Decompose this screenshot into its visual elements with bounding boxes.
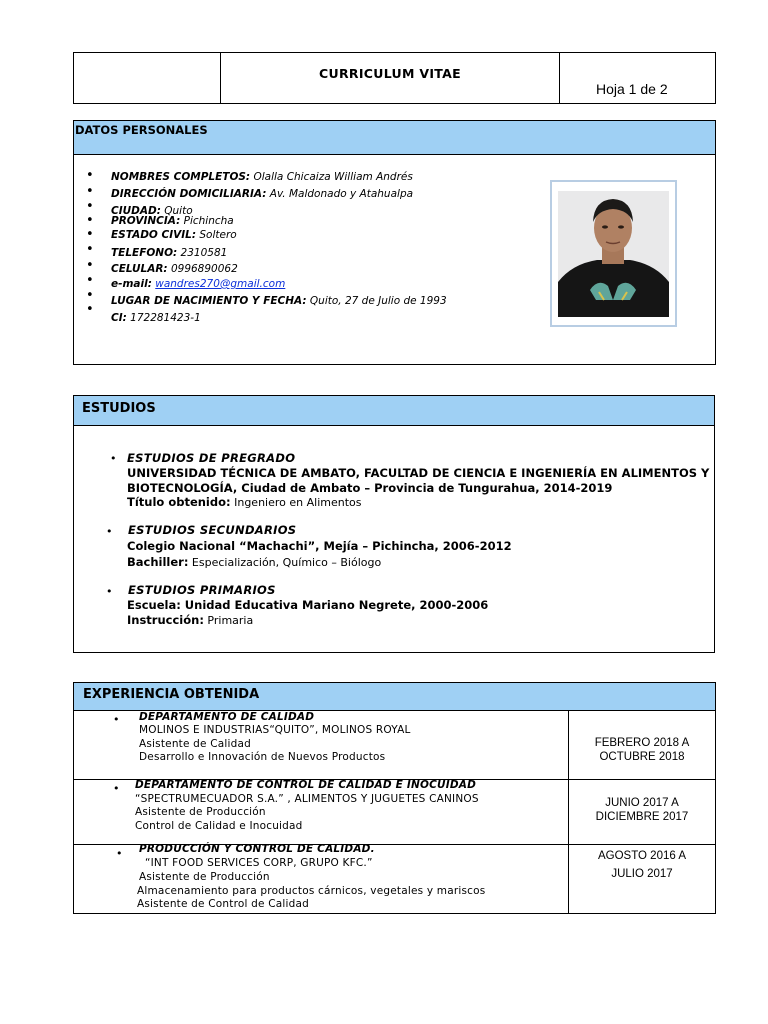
header-divider-right — [559, 52, 560, 104]
experience-heading: EXPERIENCIA OBTENIDA — [83, 687, 260, 702]
bullet-icon: • — [86, 288, 94, 303]
personal-item-civil-status: ESTADO CIVIL: Soltero — [111, 229, 237, 241]
bullet-icon: • — [106, 585, 113, 598]
personal-item-email: e-mail: wandres270@gmail.com — [111, 278, 286, 290]
bullet-icon: • — [113, 713, 120, 726]
exp2-line2: Asistente de Producción — [135, 806, 266, 818]
exp1-line3: Desarrollo e Innovación de Nuevos Productos — [139, 751, 386, 763]
exp1-line2: Asistente de Calidad — [139, 738, 252, 750]
bullet-icon: • — [116, 847, 123, 860]
personal-item-city: CIUDAD: Quito — [111, 205, 193, 217]
profile-photo — [550, 180, 677, 327]
secundarios-title: ESTUDIOS SECUNDARIOS — [128, 523, 297, 537]
exp1-title: DEPARTAMENTO DE CALIDAD — [139, 711, 315, 723]
bullet-icon: • — [113, 782, 120, 795]
bullet-icon: • — [110, 452, 117, 465]
exp3-title: PRODUCCIÓN Y CONTROL DE CALIDAD. — [139, 843, 375, 855]
primarios-title: ESTUDIOS PRIMARIOS — [128, 583, 276, 597]
personal-item-phone: TELEFONO: 2310581 — [111, 247, 228, 259]
exp2-date-end: DICIEMBRE 2017 — [595, 811, 689, 823]
cv-title: CURRICULUM VITAE — [319, 66, 461, 81]
pregrado-line1: UNIVERSIDAD TÉCNICA DE AMBATO, FACULTAD DE CIENCIA E INGENIERÍA EN ALIMENTOS Y — [127, 466, 710, 480]
pregrado-degree: Título obtenido: Ingeniero en Alimentos — [127, 495, 362, 509]
personal-item-province: PROVINCIA: Pichincha — [111, 215, 234, 227]
exp1-line1: MOLINOS E INDUSTRIAS“QUITO”, MOLINOS ROYAL — [139, 724, 411, 736]
primarios-degree: Instrucción: Primaria — [127, 613, 254, 627]
primarios-line1: Escuela: Unidad Educativa Mariano Negrete, 2000-2006 — [127, 598, 489, 612]
bullet-icon: • — [86, 273, 94, 288]
exp3-line4: Asistente de Control de Calidad — [137, 898, 309, 910]
exp3-line1: “INT FOOD SERVICES CORP, GRUPO KFC.” — [145, 857, 373, 869]
exp2-line1: “SPECTRUMECUADOR S.A.” , ALIMENTOS Y JUGUETES CANINOS — [135, 793, 479, 805]
bullet-icon: • — [86, 302, 94, 317]
secundarios-degree: Bachiller: Especialización, Químico – Biólogo — [127, 555, 382, 569]
personal-heading: DATOS PERSONALES — [75, 123, 208, 137]
bullet-icon: • — [86, 199, 94, 214]
personal-item-address: DIRECCIÓN DOMICILIARIA: Av. Maldonado y Atahualpa — [111, 188, 414, 200]
pregrado-line2: BIOTECNOLOGÍA, Ciudad de Ambato – Provincia de Tungurahua, 2014-2019 — [127, 481, 613, 495]
exp2-line3: Control de Calidad e Inocuidad — [135, 820, 303, 832]
bullet-icon: • — [86, 168, 94, 183]
pregrado-title: ESTUDIOS DE PREGRADO — [127, 451, 296, 465]
exp2-date — [568, 796, 716, 824]
bullet-icon: • — [86, 213, 94, 228]
personal-item-ci: CI: 172281423-1 — [111, 312, 201, 324]
exp1-date-end: OCTUBRE 2018 — [599, 751, 685, 763]
studies-header — [73, 395, 715, 426]
studies-heading: ESTUDIOS — [82, 401, 156, 416]
exp2-title: DEPARTAMENTO DE CONTROL DE CALIDAD E INOCUIDAD — [135, 779, 477, 791]
exp3-date-end: JULIO 2017 — [611, 868, 673, 880]
page-indicator: Hoja 1 de 2 — [596, 81, 668, 97]
bullet-icon: • — [86, 242, 94, 257]
personal-item-cellphone: CELULAR: 0996890062 — [111, 263, 238, 275]
bullet-icon: • — [86, 258, 94, 273]
exp2-date-start: JUNIO 2017 A — [605, 797, 679, 809]
bullet-icon: • — [106, 525, 113, 538]
secundarios-line1: Colegio Nacional “Machachi”, Mejía – Pichincha, 2006-2012 — [127, 539, 512, 553]
exp3-line3: Almacenamiento para productos cárnicos, vegetales y mariscos — [137, 885, 486, 897]
exp3-line2: Asistente de Producción — [139, 871, 270, 883]
personal-item-name: NOMBRES COMPLETOS: Olalla Chicaiza William Andrés — [111, 171, 413, 183]
bullet-icon: • — [86, 184, 94, 199]
exp3-date-start: AGOSTO 2016 A — [597, 850, 686, 862]
personal-item-birth: LUGAR DE NACIMIENTO Y FECHA: Quito, 27 de Julio de 1993 — [111, 295, 447, 307]
exp1-date-start: FEBRERO 2018 A — [594, 737, 690, 749]
email-link[interactable]: wandres270@gmail.com — [155, 278, 286, 290]
exp1-date — [568, 736, 716, 764]
bullet-icon: • — [86, 227, 94, 242]
